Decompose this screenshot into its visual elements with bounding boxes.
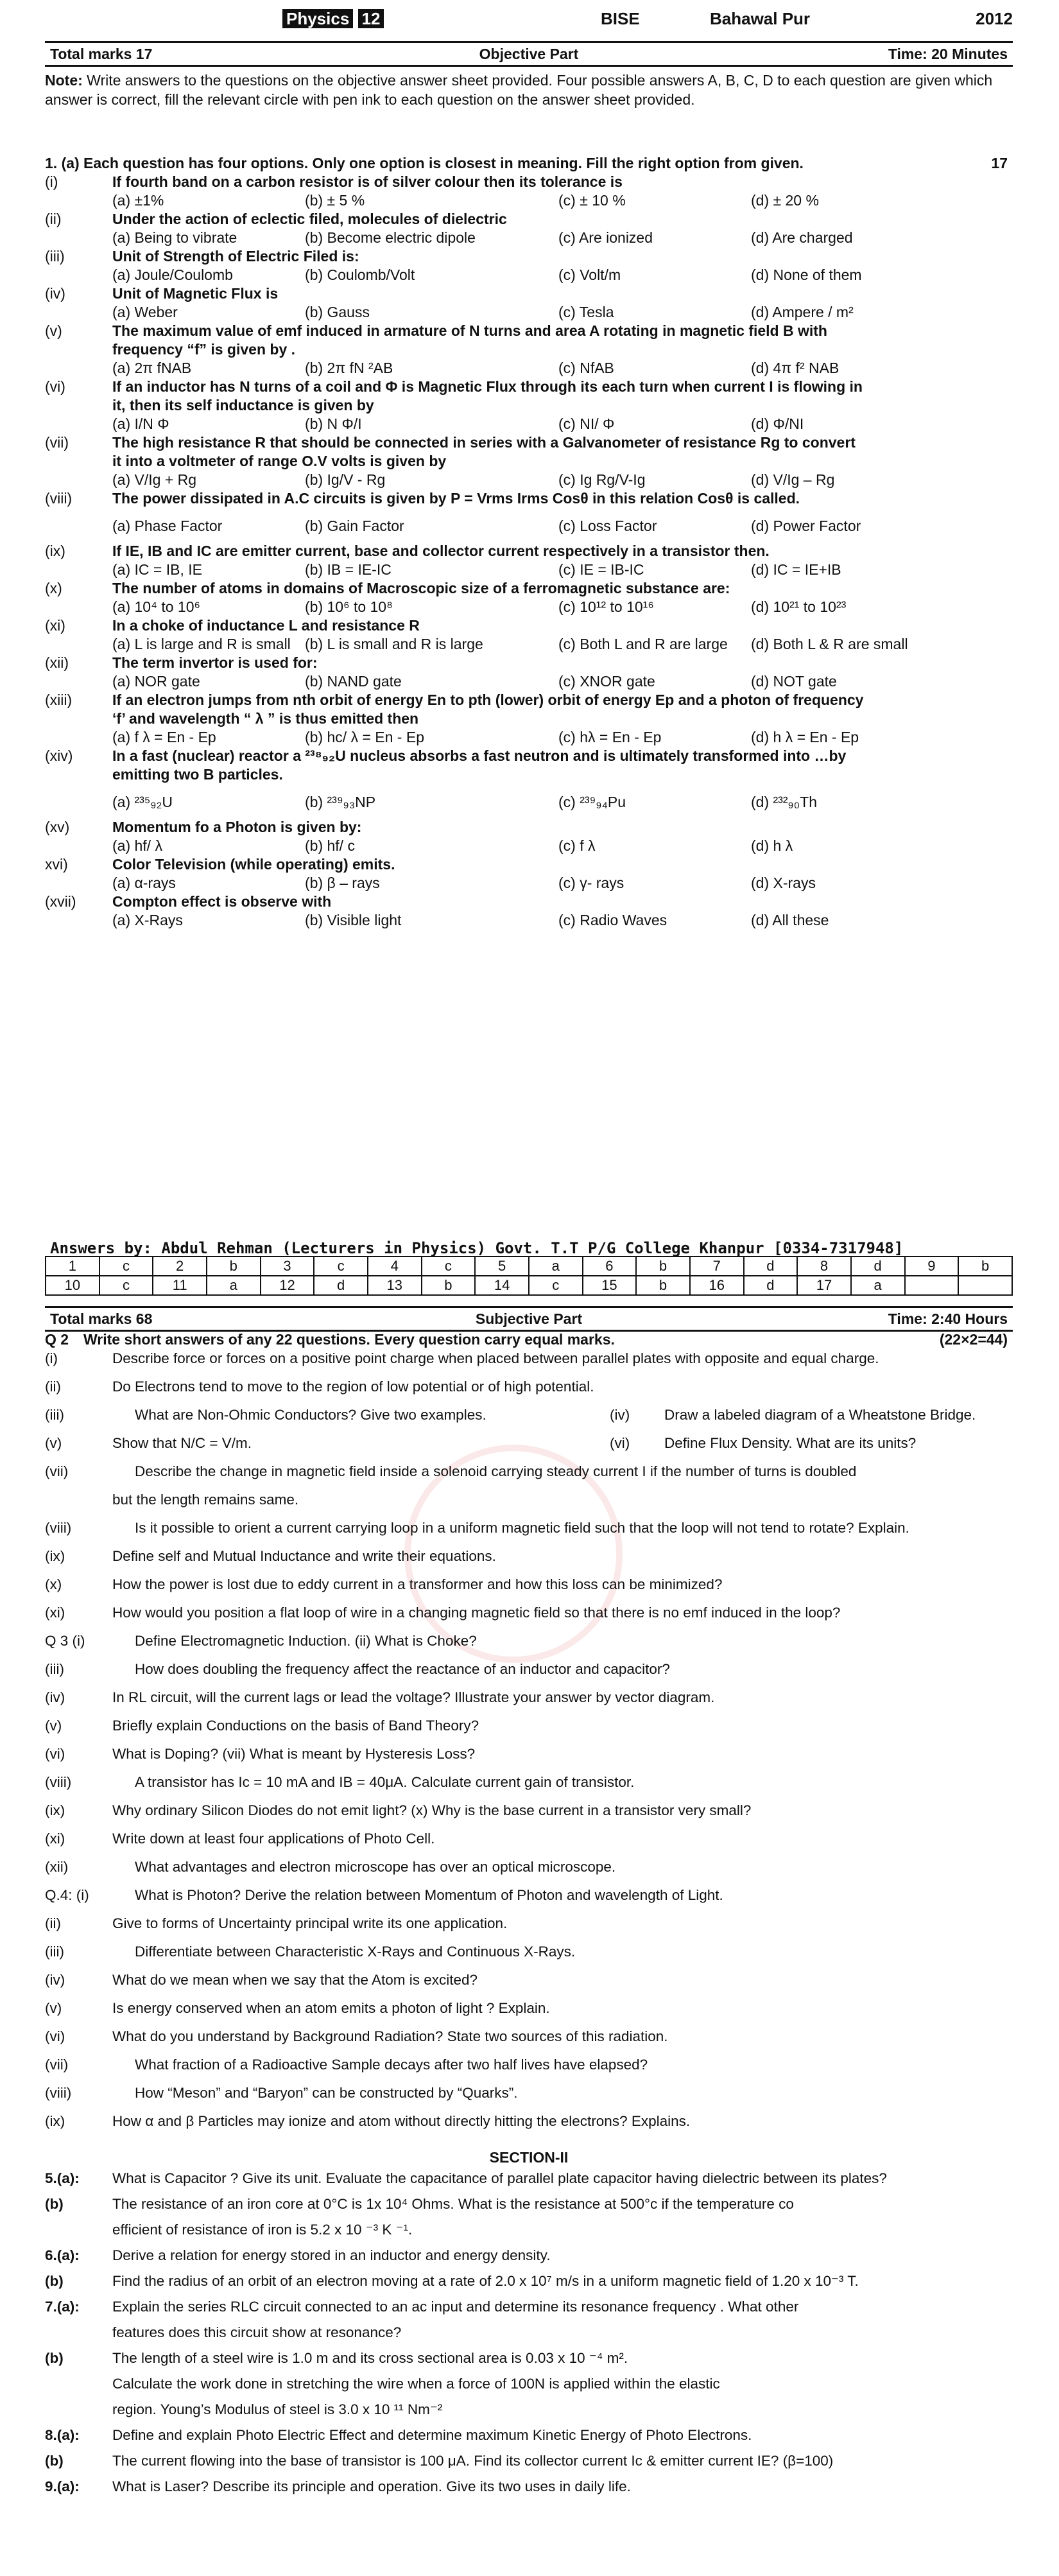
long-question: 8.(a): Define and explain Photo Electric Effect and determine maximum Kinetic Energy of Photo Electrons. [45,2427,752,2443]
mcq-option: (a) Joule/Coulomb [112,266,233,283]
answer-choice: c [422,1257,476,1276]
mcq-question: (xii) The term invertor is used for: [45,654,318,671]
mcq-question: (vii) The high resistance R that should be connected in series with a Galvanometer of resistance Rg to convert [45,434,856,451]
mcq-option: (d) None of them [751,266,862,283]
mcq-question: (ix) If IE, IB and IC are emitter current, base and collector current respectively in a transistor then. [45,543,770,559]
answer-choice: d [744,1276,798,1295]
mcq-option: (b) Visible light [305,912,402,928]
mcq-question: emitting two B particles. [112,766,283,783]
answer-number: 5 [475,1257,529,1276]
long-question: (b) The resistance of an iron core at 0°C is 1x 10⁴ Ohms. What is the resistance at 500°c if the temperature co [45,2196,794,2212]
mcq-option: (b) Become electric dipole [305,229,476,246]
mcq-question: (xiv) In a fast (nuclear) reactor a ²³⁸₉₂U nucleus absorbs a fast neutron and is ultimately transformed into …by [45,747,847,764]
mcq-question: (i) If fourth band on a carbon resistor is of silver colour then its tolerance is [45,173,623,190]
mcq-question: (v) The maximum value of emf induced in armature of N turns and area A rotating in magnetic field B with [45,322,827,339]
mcq-options [45,635,1013,654]
answer-number: 7 [690,1257,744,1276]
mcq-options [45,517,1013,535]
long-question: features does this circuit show at resonance? [112,2324,402,2340]
mcq-option: (c) NI/ Φ [558,415,615,432]
mcq-option: (d) ± 20 % [751,192,819,209]
subjective-bar [45,1306,1013,1332]
mcq-option: (a) X-Rays [112,912,183,928]
answer-choice: c [314,1257,368,1276]
mcq-option: (d) Both L & R are small [751,636,908,652]
answer-choice: c [99,1257,153,1276]
mcq-option: (d) 4π f² NAB [751,360,839,376]
mcq-question: ‘f’ and wavelength “ λ ” is thus emitted then [112,710,419,727]
mcq-option: (c) IE = IB-IC [558,561,644,578]
short-question: (ix) Why ordinary Silicon Diodes do not emit light? (x) Why is the base current in a transistor very small? [45,1802,752,1818]
short-question: (v) Show that N/C = V/m. (vi) Define Flux Density. What are its units? [45,1435,917,1451]
mcq-options [45,837,1013,855]
mcq-option: (b) NAND gate [305,673,402,690]
answer-row [46,1276,1012,1295]
short-question: (vii) What fraction of a Radioactive Sample decays after two half lives have elapsed? [45,2057,648,2073]
short-question: (vi) What do you understand by Background Radiation? State two sources of this radiation. [45,2028,668,2044]
answer-choice: d [314,1276,368,1295]
mcq-options [45,303,1013,322]
mcq-option: (b) β – rays [305,875,380,891]
long-question: (b) The length of a steel wire is 1.0 m and its cross sectional area is 0.03 x 10 ⁻⁴ m². [45,2350,628,2366]
mcq-option: (c) Ig Rg/V-Ig [558,471,646,488]
mcq-option: (d) h λ [751,837,793,854]
mcq-question: (xv) Momentum fo a Photon is given by: [45,819,362,835]
answer-number: 16 [690,1276,744,1295]
mcq-option: (b) Gauss [305,304,370,320]
mcq-option: (c) ± 10 % [558,192,626,209]
long-question: (b) Find the radius of an orbit of an electron moving at a rate of 2.0 x 10⁷ m/s in a uniform magnetic field of 1.20 x 10⁻³ T. [45,2273,859,2289]
mcq-option: (b) Ig/V - Rg [305,471,386,488]
short-question: (vi) What is Doping? (vii) What is meant by Hysteresis Loss? [45,1746,476,1762]
mcq-question: (xi) In a choke of inductance L and resistance R [45,617,420,634]
answer-choice: a [529,1257,583,1276]
mcq-option: (d) 10²¹ to 10²³ [751,598,847,615]
mcq-question: (iv) Unit of Magnetic Flux is [45,285,279,302]
mcq-question: (viii) The power dissipated in A.C circuits is given by P = Vrms Irms Cosθ in this relation Cosθ is called. [45,490,800,507]
mcq-option: (d) IC = IE+IB [751,561,841,578]
objective-time: Time: 20 Minutes [888,46,1008,62]
long-question: (b) The current flowing into the base of transistor is 100 μA. Find its collector current Ic & emitter current IE? (β=100) [45,2453,834,2469]
mcq-question: frequency “f” is given by . [112,341,296,358]
answer-number: 14 [475,1276,529,1295]
objective-bar [45,41,1013,67]
mcq-option: (a) 10⁴ to 10⁶ [112,598,200,615]
mcq-option: (c) γ- rays [558,875,624,891]
mcq-options [45,229,1013,247]
answer-number: 4 [368,1257,422,1276]
mcq-option: (a) NOR gate [112,673,200,690]
long-question: 9.(a): What is Laser? Describe its principle and operation. Give its two uses in daily life. [45,2478,631,2494]
long-question: efficient of resistance of iron is 5.2 x 10 ⁻³ K ⁻¹. [112,2222,413,2238]
mcq-options [45,266,1013,284]
short-question: (iii) What are Non-Ohmic Conductors? Give two examples. (iv) Draw a labeled diagram of a Wheatstone Bridge. [45,1407,976,1423]
mcq-option: (c) Radio Waves [558,912,667,928]
mcq-option: (b) 2π fN ²AB [305,360,393,376]
mcq-question: it, then its self inductance is given by [112,397,374,413]
mcq-option: (c) f λ [558,837,596,854]
objective-part-title: Objective Part [479,46,579,62]
mcq-option: (c) Volt/m [558,266,621,283]
mcq-option: (c) Tesla [558,304,614,320]
long-question: 6.(a): Derive a relation for energy stored in an inductor and energy density. [45,2247,551,2263]
answer-row [46,1257,1012,1276]
answer-number: 9 [905,1257,959,1276]
mcq-option: (a) ²³⁵₉₂U [112,794,173,810]
answer-choice: b [958,1257,1012,1276]
mcq-options [45,471,1013,489]
answer-number: 1 [46,1257,99,1276]
mcq-option: (d) NOT gate [751,673,837,690]
mcq-option: (c) 10¹² to 10¹⁶ [558,598,654,615]
mcq-option: (a) L is large and R is small [112,636,291,652]
subjective-time: Time: 2:40 Hours [888,1310,1008,1327]
answer-key-title: Answers by: Abdul Rehman (Lecturers in Physics) Govt. T.T P/G College Khanpur [0334-7317948] [50,1239,904,1257]
mcq-option: (a) ±1% [112,192,164,209]
q2-heading: Q 2 Write short answers of any 22 questions. Every question carry equal marks. (22×2=44) [45,1331,1008,1348]
mcq-option: (b) IB = IE-IC [305,561,392,578]
short-question: (v) Is energy conserved when an atom emits a photon of light ? Explain. [45,2000,550,2016]
answer-number: 13 [368,1276,422,1295]
mcq-option: (c) ²³⁹₉₄Pu [558,794,626,810]
mcq-options [45,672,1013,691]
mcq-option: (b) ²³⁹₉₃NP [305,794,376,810]
answer-number [905,1276,959,1295]
mcq-options [45,415,1013,433]
mcq-options [45,728,1013,747]
mcq-question: (xvii) Compton effect is observe with [45,893,332,910]
mcq-options [45,191,1013,210]
mcq-option: (c) XNOR gate [558,673,655,690]
answer-choice: b [636,1276,690,1295]
short-question: (iv) In RL circuit, will the current lags or lead the voltage? Illustrate your answer by vector diagram. [45,1689,715,1705]
mcq-option: (d) Are charged [751,229,853,246]
mcq-option: (a) f λ = En - Ep [112,729,216,745]
mcq-option: (b) hf/ c [305,837,355,854]
subjective-total-marks: Total marks 68 [50,1310,153,1327]
mcq-option: (a) Weber [112,304,178,320]
answer-number: 6 [583,1257,637,1276]
short-question: (i) Describe force or forces on a positive point charge when placed between parallel plates with opposite and equal charge. [45,1350,879,1366]
mcq-option: (d) Φ/NI [751,415,804,432]
answer-choice: b [422,1276,476,1295]
answer-choice: b [636,1257,690,1276]
mcq-option: (d) ²³²₉₀Th [751,794,817,810]
mcq-option: (a) 2π fNAB [112,360,192,376]
short-question: Q.4: (i) What is Photon? Derive the relation between Momentum of Photon and wavelength of Light. [45,1887,723,1903]
mcq-option: (c) Are ionized [558,229,653,246]
mcq-option: (a) α-rays [112,875,176,891]
mcq-question: (xiii) If an electron jumps from nth orbit of energy En to pth (lower) orbit of energy Ep and a photon of frequency [45,692,864,708]
long-question: 7.(a): Explain the series RLC circuit connected to an ac input and determine its resonance frequency . What other [45,2299,799,2315]
answer-number: 3 [261,1257,314,1276]
mcq-option: (d) Power Factor [751,518,861,534]
mcq-option: (a) hf/ λ [112,837,162,854]
long-question: Calculate the work done in stretching the wire when a force of 100N is applied within the elastic [112,2376,720,2392]
short-question: (ii) Do Electrons tend to move to the region of low potential or of high potential. [45,1379,594,1395]
mcq-option: (d) Ampere / m² [751,304,854,320]
answer-choice: c [99,1276,153,1295]
answer-number: 2 [153,1257,207,1276]
mcq-question: (vi) If an inductor has N turns of a coil and Φ is Magnetic Flux through its each turn when current I is flowing in [45,378,863,395]
mcq-option: (d) X-rays [751,875,816,891]
mcq-option: (b) hc/ λ = En - Ep [305,729,424,745]
mcq-question: (ii) Under the action of eclectic filed, molecules of dielectric [45,211,507,227]
mcq-option: (d) V/Ig – Rg [751,471,835,488]
answer-number: 17 [797,1276,851,1295]
short-question: (iii) Differentiate between Characteristic X-Rays and Continuous X-Rays. [45,1944,576,1960]
mcq-question: (iii) Unit of Strength of Electric Filed is: [45,248,359,265]
year-label: 2012 [976,9,1013,28]
short-question: (ii) Give to forms of Uncertainty principal write its one application. [45,1915,508,1931]
mcq-question: xvi) Color Television (while operating) emits. [45,856,395,873]
mcq-option: (c) hλ = En - Ep [558,729,662,745]
mcq-option: (b) L is small and R is large [305,636,483,652]
answer-number: 10 [46,1276,99,1295]
short-question: (ix) Define self and Mutual Inductance and write their equations. [45,1548,496,1564]
short-question: (viii) How “Meson” and “Baryon” can be constructed by “Quarks”. [45,2085,518,2101]
mcq-options [45,911,1013,930]
answer-key-table [45,1256,1013,1296]
answer-choice: b [207,1257,261,1276]
mcq-options [45,598,1013,616]
mcq-options [45,561,1013,579]
short-question: (x) How the power is lost due to eddy current in a transformer and how this loss can be minimized? [45,1576,723,1592]
mcq-option: (b) Coulomb/Volt [305,266,415,283]
short-question: Q 3 (i) Define Electromagnetic Induction. (ii) What is Choke? [45,1633,477,1649]
mcq-options [45,793,1013,812]
answer-number: 8 [797,1257,851,1276]
mcq-option: (b) ± 5 % [305,192,365,209]
short-question: (xi) How would you position a flat loop of wire in a changing magnetic field so that there is no emf induced in the loop? [45,1605,841,1621]
objective-total-marks: Total marks 17 [50,46,153,62]
subject-label: Physics 12 [282,9,384,29]
long-question: region. Young’s Modulus of steel is 3.0 x 10 ¹¹ Nm⁻² [112,2401,443,2417]
mcq-option: (b) 10⁶ to 10⁸ [305,598,393,615]
short-question: but the length remains same. [112,1492,299,1508]
short-question: (iv) What do we mean when we say that the Atom is excited? [45,1972,478,1988]
short-question: (v) Briefly explain Conductions on the basis of Band Theory? [45,1718,479,1734]
mcq-option: (d) h λ = En - Ep [751,729,859,745]
note-paragraph: Note: Write answers to the questions on the objective answer sheet provided. Four possible answers A, B, C, D to each question are given which answer is correct, fill the relevant circle with pen ink to each question on the answer sheet provided. [45,72,993,108]
short-question: (xii) What advantages and electron microscope has over an optical microscope. [45,1859,616,1875]
short-question: (xi) Write down at least four applications of Photo Cell. [45,1831,435,1847]
long-question: 5.(a): What is Capacitor ? Give its unit. Evaluate the capacitance of parallel plate capacitor having dielectric between its plates? [45,2170,887,2186]
short-question: (ix) How α and β Particles may ionize and atom without directly hitting the electrons? Explains. [45,2113,691,2129]
answer-number: 15 [583,1276,637,1295]
mcq-options [45,359,1013,378]
short-question: (vii) Describe the change in magnetic field inside a solenoid carrying steady current I if the number of turns is doubled [45,1463,857,1479]
short-question: (iii) How does doubling the frequency affect the reactance of an inductor and capacitor? [45,1661,670,1677]
mcq-option: (a) V/Ig + Rg [112,471,197,488]
q1-heading: 1. (a) Each question has four options. Only one option is closest in meaning. Fill the right option from given. 17 [45,155,1008,171]
mcq-option: (b) N Φ/I [305,415,362,432]
exam-paper [45,0,1013,2576]
mcq-option: (c) NfAB [558,360,614,376]
answer-choice: a [851,1276,905,1295]
short-question: (viii) A transistor has Ic = 10 mA and IB = 40μA. Calculate current gain of transistor. [45,1774,635,1790]
answer-number: 12 [261,1276,314,1295]
mcq-option: (a) Phase Factor [112,518,223,534]
mcq-option: (a) Being to vibrate [112,229,237,246]
board-label: BISE [601,9,640,28]
mcq-question: it into a voltmeter of range O.V volts is given by [112,453,447,469]
answer-choice: d [744,1257,798,1276]
short-question: (viii) Is it possible to orient a current carrying loop in a uniform magnetic field such that the loop will not tend to rotate? Explain. [45,1520,909,1536]
mcq-option: (d) All these [751,912,829,928]
answer-choice: d [851,1257,905,1276]
mcq-option: (a) IC = IB, IE [112,561,202,578]
answer-choice: c [529,1276,583,1295]
city-label: Bahawal Pur [710,9,811,28]
mcq-option: (c) Loss Factor [558,518,657,534]
subjective-part-title: Subjective Part [475,1310,583,1327]
answer-number: 11 [153,1276,207,1295]
mcq-option: (c) Both L and R are large [558,636,728,652]
mcq-option: (b) Gain Factor [305,518,404,534]
mcq-question: (x) The number of atoms in domains of Macroscopic size of a ferromagnetic substance are: [45,580,730,596]
section-ii-heading: SECTION-II [489,2149,569,2166]
mcq-option: (a) I/N Φ [112,415,169,432]
paper-header [45,9,1013,32]
answer-choice [958,1276,1012,1295]
answer-choice: a [207,1276,261,1295]
mcq-options [45,874,1013,892]
